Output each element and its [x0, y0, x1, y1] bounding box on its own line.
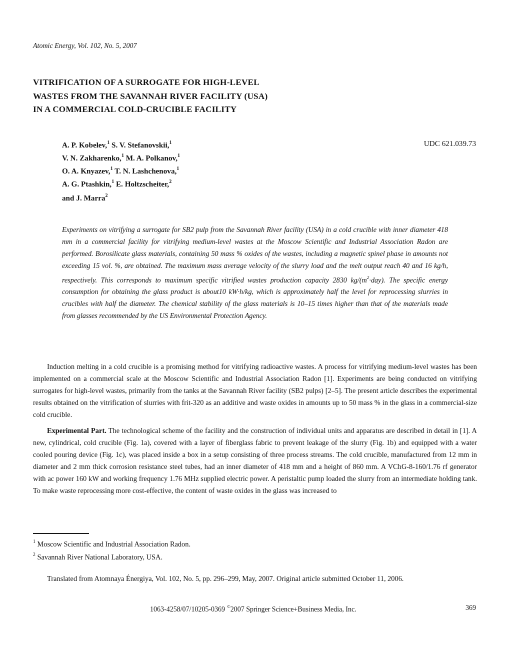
section-heading: Experimental Part. — [47, 427, 107, 435]
abstract — [62, 224, 448, 322]
title-line: VITRIFICATION OF A SURROGATE FOR HIGH-LEVEL — [33, 77, 260, 87]
affiliation-mark: 2 — [105, 193, 108, 199]
copyright-footer — [150, 604, 356, 613]
page-number: 369 — [465, 604, 476, 612]
publisher-text: 2007 Springer Science+Business Media, Inc. — [230, 605, 357, 614]
body-paragraph: Induction melting in a cold crucible is a promising method for vitrifying radioactive wastes. A process for vitrifying medium-level wastes has been implemented on a commercial scale at the Moscow Scientific and Industrial Association Radon [1]. Experiments are being conducted on vitrifying surrogates for high-level wastes, primarily from the tanks at the Savannah River facility (SB2 pulps) [2–5]. The present article describes the experimental results obtained on the vitrification of slurries with frit-320 as an additive and waste oxides in amounts up to 50 mass % in the glass in a commercial-size cold crucible. — [33, 363, 477, 419]
affiliation-mark: 1 — [121, 154, 124, 160]
author-name: A. P. Kobelev, — [62, 140, 108, 150]
author-name: T. N. Lashchenova, — [112, 166, 177, 176]
footnote-rule — [33, 533, 89, 534]
affiliation-mark: 1 — [107, 141, 110, 146]
footnote-text: Moscow Scientific and Industrial Association Radon. — [35, 540, 191, 549]
footnote-mark: 1 — [33, 540, 36, 545]
copyright-symbol: © — [226, 604, 231, 609]
author-line — [62, 191, 282, 204]
author-name: E. Holtzscheiter, — [114, 179, 170, 189]
author-line — [62, 151, 282, 164]
issn-text: 1063-4258/07/10205-0369 — [150, 605, 227, 614]
udc-code: UDC 621.039.73 — [423, 139, 476, 148]
journal-header: Atomic Energy, Vol. 102, No. 5, 2007 — [33, 42, 137, 50]
article-title — [33, 76, 453, 117]
author-line — [62, 164, 282, 177]
body-text — [33, 361, 477, 501]
affiliation-mark: 1 — [177, 154, 181, 160]
affiliation-mark: 1 — [169, 141, 172, 146]
abstract-text: Experiments on vitrifying a surrogate for SB2 pulp from the Savannah River facility (USA) in a cold crucible with inner diameter 418 mm in a commercial facility for vitrifying medium-level wastes at the Moscow Scientific and Industrial Association Radon are performed. Borosilicate glass materials, containing 50 mass % oxides of the wastes, including a magnetic spinel phase in amounts not exceeding 15 vol. %, are obtained. The maximum mass average velocity of the slurry load and the melt output reach 40 and 16 kg/h, respectively. This corresponds to maximum specific vitrified wastes production capacity 2830 kg/(m — [62, 226, 448, 285]
paragraph-text: The technological scheme of the facility and the construction of individual units and apparatus are described in detail in [1]. A new, cylindrical, cold crucible (Fig. 1a), covered with a layer of fiberglass fabric to prevent leakage of the slurry (Fig. 1b) and equipped with a water cooled pouring device (Fig. 1c), was placed inside a box in a setup consisting of three process streams. The cold crucible, manufactured from 12 mm in diameter and 2 mm thick corrosion resistance steel tubes, had an inner diameter of 418 mm and a height of 860 mm. A VChG-8-160/1.76 rf generator with ac power 160 kW and working frequency 1.76 MHz supplied electric power. A peristaltic pump loaded the slurry from an intermediate holding tank. To make waste reprocessing more cost-effective, the content of waste oxides in the glass was increased to — [33, 427, 477, 495]
affiliation-mark: 2 — [169, 180, 172, 186]
footnote — [33, 537, 191, 550]
body-paragraph — [33, 425, 477, 497]
author-name: O. A. Knyazev, — [62, 166, 111, 176]
author-name: A. G. Ptashkin, — [62, 179, 112, 189]
affiliation-mark: 1 — [176, 167, 180, 173]
footnote — [33, 550, 191, 563]
author-name: and J. Marra — [62, 193, 106, 203]
abstract-text: ·day). The specific energy consumption for obtaining the glass product is about10 kW·h/kg, which is approximately half the level for reprocessing slurries in crucibles with half the diameter. The chemical stability of the glass materials is 10–15 times higher than that of the materials made from glasses recommended by the US Environmental Protection Agency. — [62, 276, 448, 321]
title-line: WASTES FROM THE SAVANNAH RIVER FACILITY (USA) — [33, 90, 268, 101]
author-name: V. N. Zakharenko, — [62, 153, 122, 163]
author-name: M. A. Polkanov, — [123, 153, 178, 163]
footnotes — [33, 537, 191, 564]
footnote-mark: 2 — [33, 553, 36, 559]
translation-note: Translated from Atomnaya Énergiya, Vol. 102, No. 5, pp. 296–299, May, 2007. Original article submitted October 11, 2006. — [47, 575, 404, 583]
author-list — [62, 138, 282, 204]
footnote-text: Savannah River National Laboratory, USA. — [35, 553, 163, 562]
author-name: S. V. Stefanovskii, — [109, 140, 170, 150]
affiliation-mark: 1 — [110, 167, 113, 173]
affiliation-mark: 1 — [111, 180, 115, 186]
abstract-superscript: 2 — [366, 275, 370, 280]
title-line: IN A COMMERCIAL COLD-CRUCIBLE FACILITY — [33, 104, 237, 114]
author-line — [62, 177, 282, 190]
author-line — [62, 138, 282, 151]
